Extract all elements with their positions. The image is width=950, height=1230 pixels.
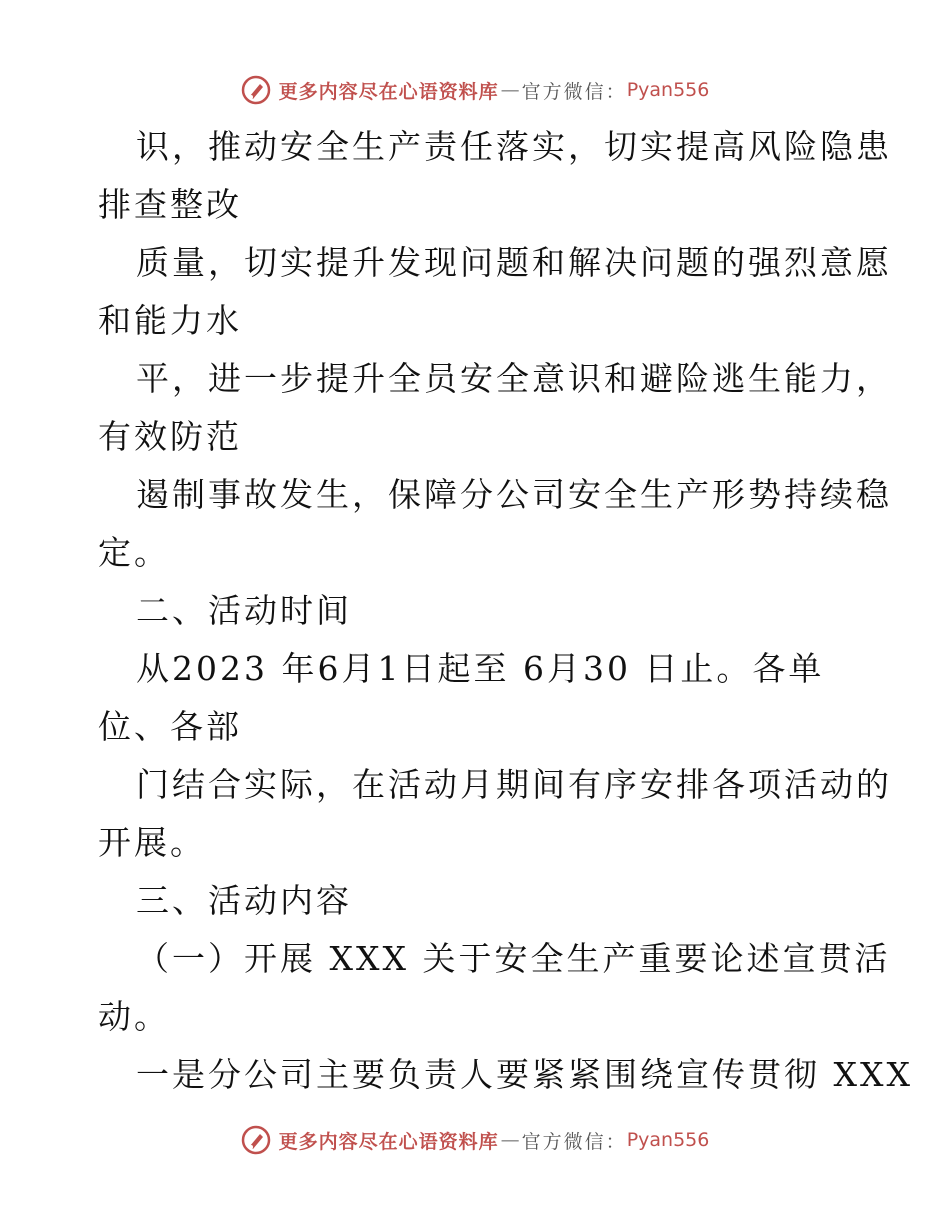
- text-line: 平，进一步提升全员安全意识和避险逃生能力，: [136, 359, 892, 398]
- text-line: 位、各部: [98, 707, 242, 746]
- pen-logo-icon: [241, 75, 271, 105]
- document-body: [98, 118, 913, 1104]
- text-line: 从2023 年6月1日起至 6月30 日止。各单: [136, 649, 825, 688]
- watermark-account: Pyan556: [626, 1129, 710, 1151]
- text-line: 识，推动安全生产责任落实，切实提高风险隐患: [136, 127, 892, 166]
- watermark-side-text: 官方微信：: [521, 80, 627, 103]
- text-line: 排查整改: [98, 185, 242, 224]
- header-watermark: [0, 70, 950, 110]
- text-line: 质量，切实提升发现问题和解决问题的强烈意愿: [136, 243, 892, 282]
- text-line: 有效防范: [98, 417, 242, 456]
- text-line: 门结合实际，在活动月期间有序安排各项活动的: [136, 765, 892, 804]
- text-line: 遏制事故发生，保障分公司安全生产形势持续稳: [136, 475, 892, 514]
- watermark-account: Pyan556: [626, 79, 710, 101]
- watermark-main-text: 更多内容尽在心语资料库: [278, 1130, 499, 1153]
- watermark-main-text: 更多内容尽在心语资料库: [278, 80, 499, 103]
- footer-watermark: [0, 1120, 950, 1160]
- watermark-dash: —: [500, 79, 520, 101]
- subsection-heading: （一）开展 XXX 关于安全生产重要论述宣贯活: [136, 939, 891, 978]
- text-line: 开展。: [98, 823, 206, 862]
- pen-logo-icon: [241, 1125, 271, 1155]
- watermark-side-text: 官方微信：: [521, 1130, 627, 1153]
- text-line: 一是分公司主要负责人要紧紧围绕宣传贯彻 XXX: [136, 1055, 913, 1094]
- section-heading: 三、活动内容: [136, 881, 352, 920]
- text-line: 动。: [98, 997, 170, 1036]
- text-line: 定。: [98, 533, 170, 572]
- text-line: 和能力水: [98, 301, 242, 340]
- watermark-dash: —: [500, 1129, 520, 1151]
- section-heading: 二、活动时间: [136, 591, 352, 630]
